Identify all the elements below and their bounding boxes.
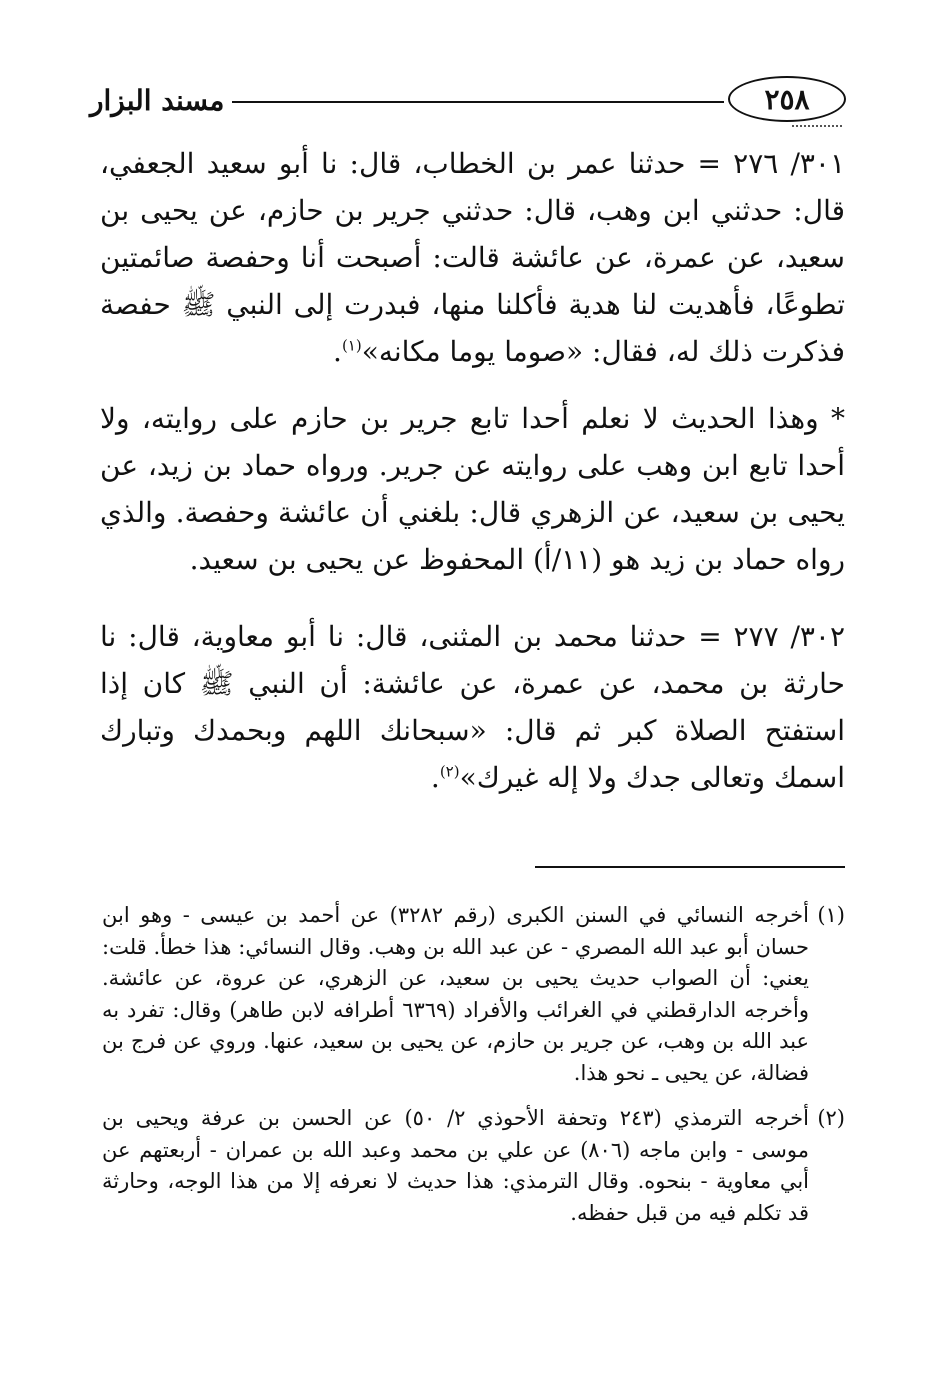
footnote-ref: (١) — [341, 336, 362, 355]
paragraph-end: . — [430, 761, 440, 794]
paragraph-text: ٣٠١/ ٢٧٦ = حدثنا عمر بن الخطاب، قال: نا أبو سعيد الجعفي، قال: حدثني ابن وهب، قال: حدثني جرير بن حازم، عن يحيى بن سعيد، عن عمرة، عن عائشة قالت: أصبحت أنا وحفصة صائمتين تطوعًا، فأهديت لنا هدية فأكلنا منها، فبدرت إلى النبي ﷺ حفصة فذكرت ذلك له، فقال: «صوما يوما مكانه» — [100, 147, 845, 368]
footnote-separator — [535, 866, 845, 868]
paragraph-text: ٣٠٢/ ٢٧٧ = حدثنا محمد بن المثنى، قال: نا أبو معاوية، قال: نا حارثة بن محمد، عن عمرة، عن عائشة: أن النبي ﷺ كان إذا استفتح الصلاة كبر ثم قال: «سبحانك اللهم وبحمدك وتبارك اسمك وتعالى جدك ولا إله غيرك» — [100, 620, 845, 794]
running-title: مسند البزار — [90, 84, 225, 117]
footnote-text: أخرجه الترمذي (٢٤٣ وتحفة الأحوذي ٢/ ٥٠) عن الحسن بن عرفة ويحيى بن موسى - وابن ماجه (٨٠٦) عن علي بن محمد وعبد الله بن عمران - أربعتهم عن أبي معاوية - بنحوه. وقال الترمذي: هذا حديث لا نعرفه إلا من هذا الوجه، وحارثة قد تكلم فيه من قبل حفظه. — [102, 1106, 809, 1225]
footnote-ref: (٢) — [439, 762, 460, 781]
page-number-badge — [728, 76, 846, 122]
hadith-paragraph — [100, 140, 845, 375]
commentary-paragraph — [100, 395, 845, 583]
header-rule — [232, 101, 724, 103]
page-number: ٢٥٨ — [764, 82, 810, 116]
ornament-icon — [792, 118, 842, 127]
page-header — [90, 70, 860, 130]
footnote — [102, 1103, 845, 1229]
footnote — [102, 900, 845, 1089]
hadith-paragraph — [100, 613, 845, 801]
main-text — [100, 140, 845, 821]
footnote-text: أخرجه النسائي في السنن الكبرى (رقم ٣٢٨٢) عن أحمد بن عيسى - وهو ابن حسان أبو عبد الله المصري - عن عبد الله بن وهب. وقال النسائي: هذا خطأ. قلت: يعني: أن الصواب حديث يحيى بن سعيد، عن الزهري، عن عروة، عن عائشة. وأخرجه الدارقطني في الغرائب والأفراد (٦٣٦٩ أطرافه لابن طاهر) وقال: تفرد به عبد الله بن وهب، عن جرير بن حازم، عن يحيى بن سعيد، عنها. وروي عن فرج بن فضالة، عن يحيى ـ نحو هذا. — [102, 903, 810, 1085]
paragraph-text: * وهذا الحديث لا نعلم أحدا تابع جرير بن حازم على روايته، ولا أحدا تابع ابن وهب على روايته عن جرير. ورواه حماد بن زيد، عن يحيى بن سعيد، عن الزهري قال: بلغني أن عائشة وحفصة. والذي رواه حماد بن زيد هو (١١/أ) المحفوظ عن يحيى بن سعيد. — [100, 402, 845, 576]
paragraph-end: . — [333, 335, 342, 368]
footnotes — [102, 900, 845, 1243]
footnote-number: (١) — [817, 903, 845, 927]
footnote-number: (٢) — [817, 1106, 845, 1130]
